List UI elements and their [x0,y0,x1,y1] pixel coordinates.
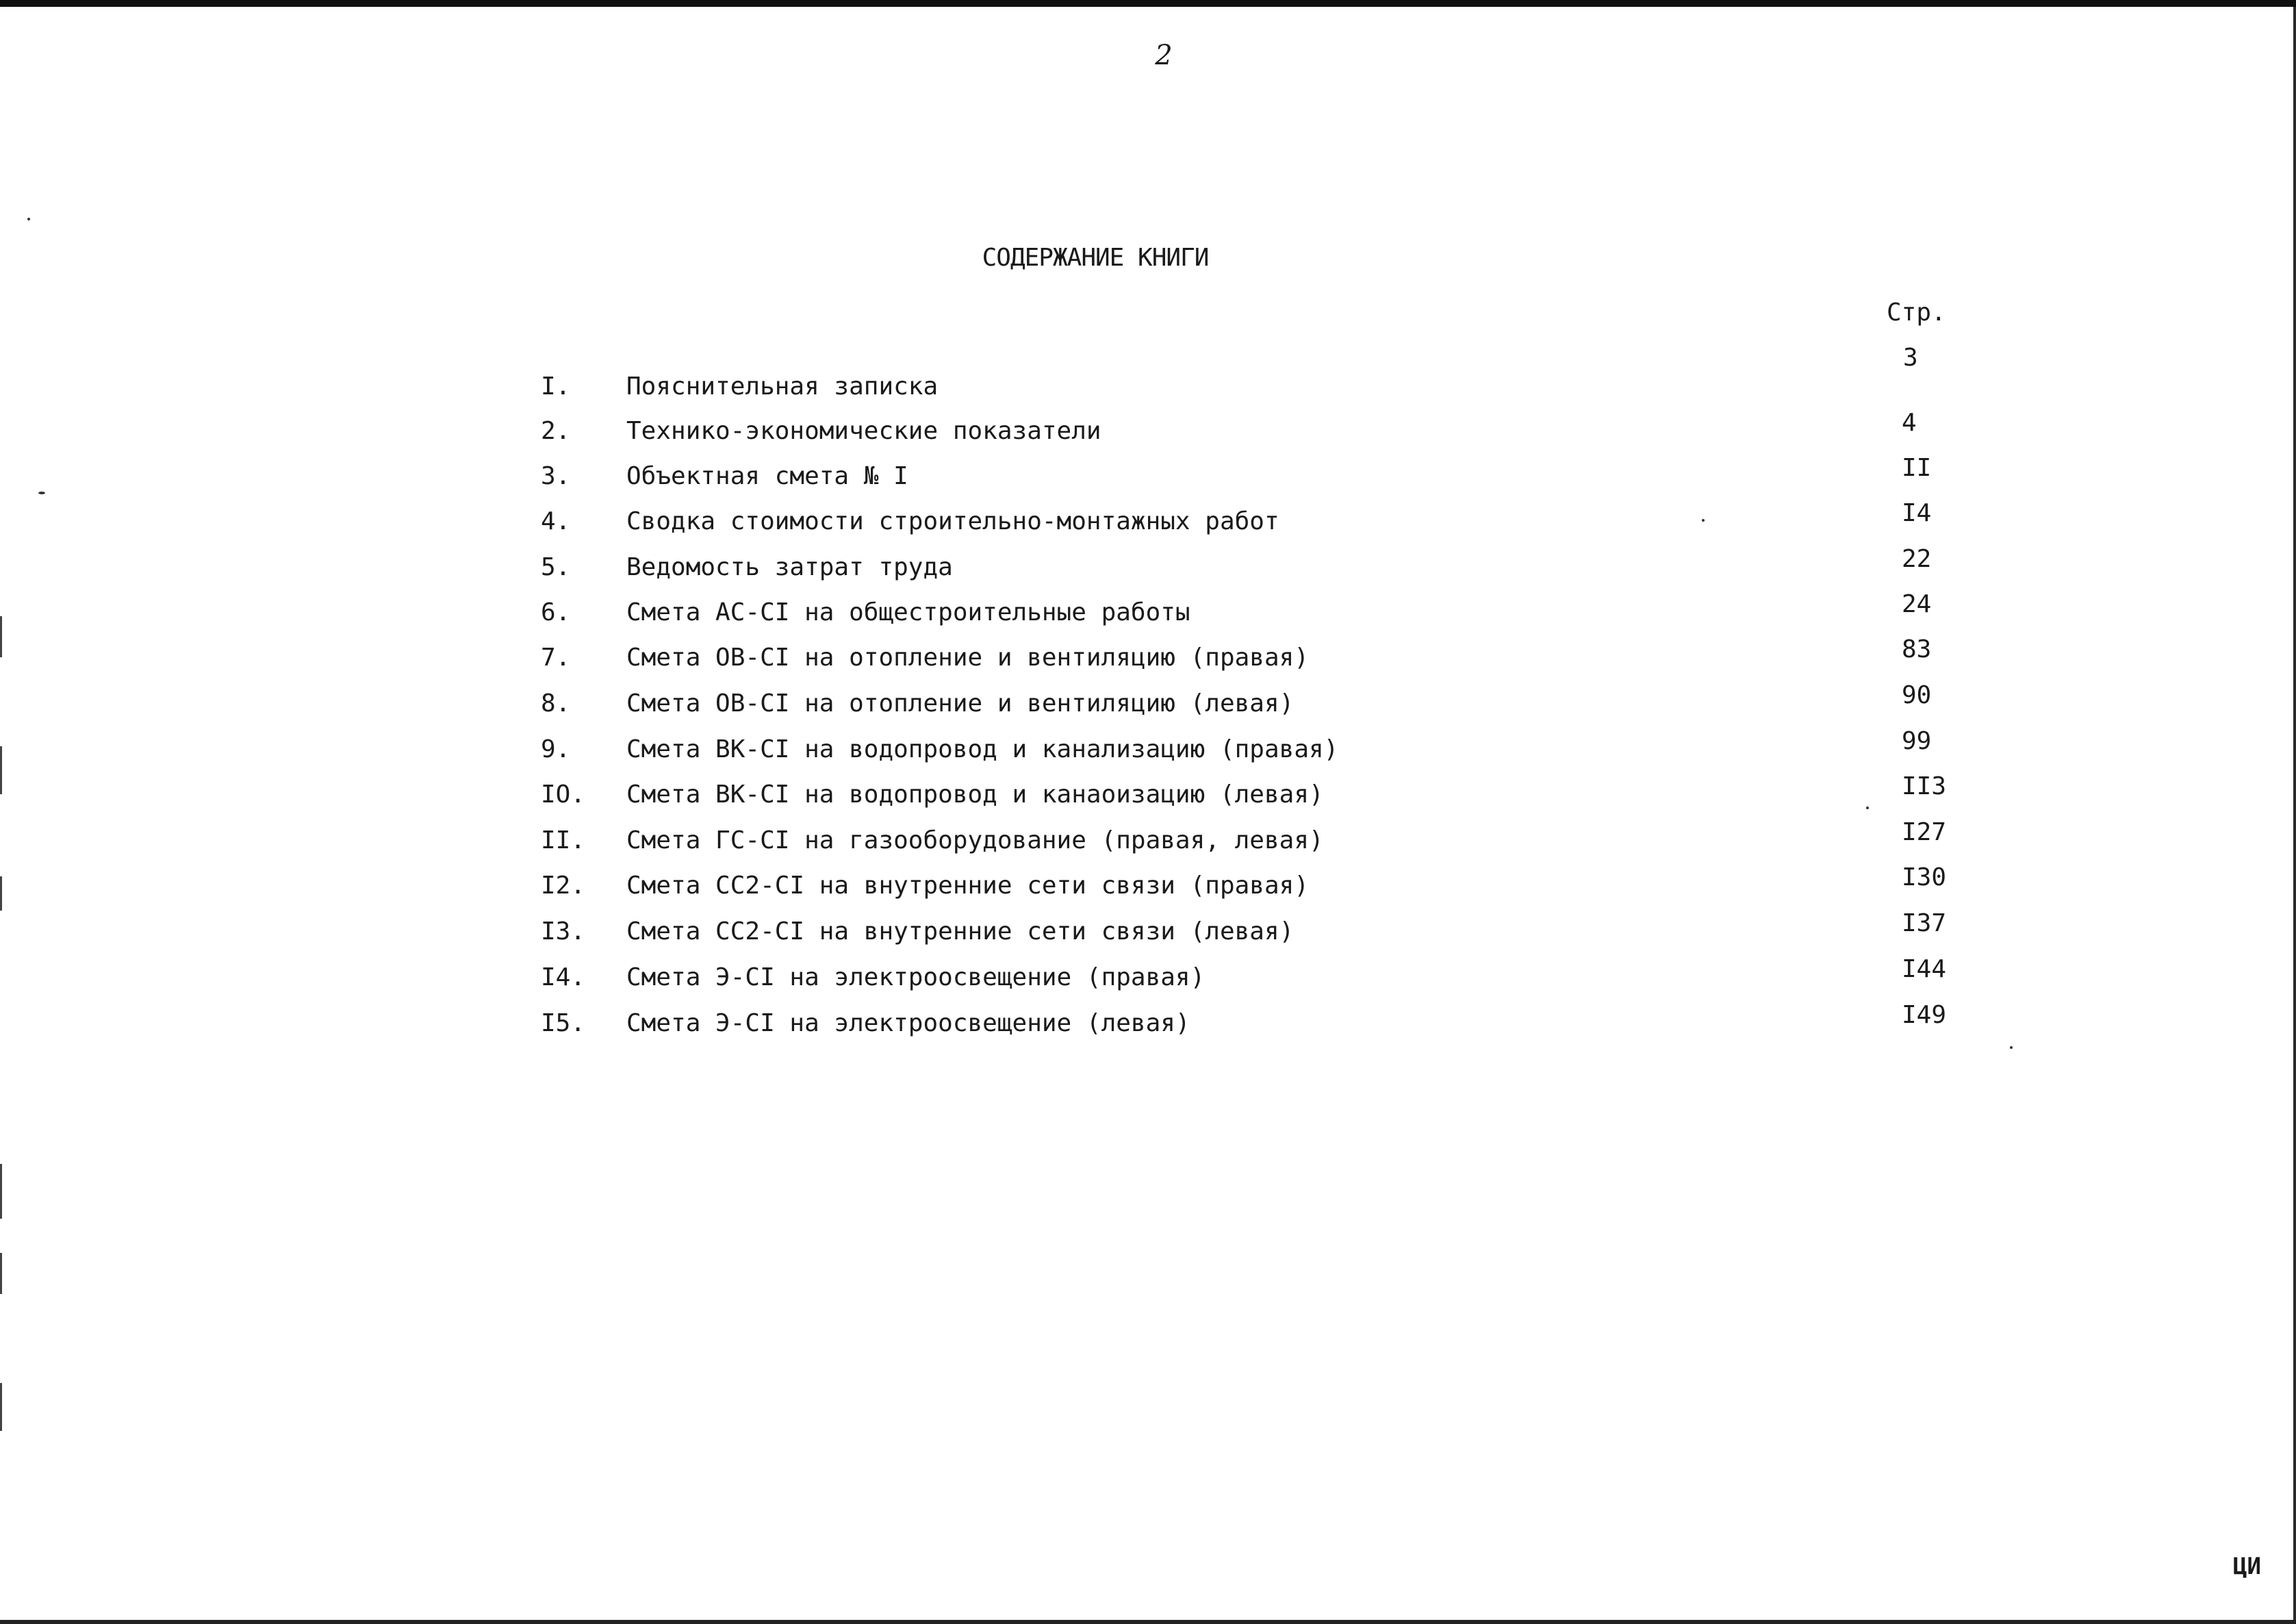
toc-entry [0,863,2296,906]
toc-entry-title: Пояснительная записка [626,372,939,401]
first-entry-page-number: 3 [1903,344,1918,372]
toc-entry-page: I30 [1902,863,1947,891]
toc-entry-number: I. [541,372,571,401]
toc-entry [0,635,2296,678]
toc-entry-title: Технико-экономические показатели [626,417,1101,445]
toc-entry-page: 83 [1902,635,1932,663]
toc-entry-title: Смета СС2-СI на внутренние сети связи (правая) [626,872,1309,900]
toc-entry-page: 99 [1902,727,1932,755]
toc-entry [0,955,2296,998]
toc-entry-number: 4. [541,507,571,535]
toc-entry-title: Объектная смета № I [626,462,908,490]
toc-entry-title: Смета СС2-СI на внутренние сети связи (левая) [626,917,1294,946]
toc-entry-title: Сводка стоимости строительно-монтажных работ [626,507,1279,535]
toc-entry-number: I2. [541,872,586,900]
toc-entry-number: 8. [541,689,571,718]
toc-entry-number: 7. [541,644,571,672]
toc-entry-page: 24 [1902,590,1932,618]
page-number: 2 [1155,40,1173,71]
toc-entry [0,372,2296,407]
toc-entry-title: Смета Э-СI на электроосвещение (правая) [626,963,1206,991]
toc-entry-number: I4. [541,963,586,991]
toc-entry [0,772,2296,815]
scan-edge-mark [0,1383,2,1431]
scan-speck [2010,1046,2013,1049]
scan-speck [27,218,30,220]
toc-entry-page: I37 [1902,909,1947,937]
toc-entry-number: I3. [541,917,586,946]
toc-entry [0,681,2296,724]
scan-edge-mark [0,1164,2,1219]
document-title: СОДЕРЖАНИЕ КНИГИ [982,244,1209,272]
toc-entry-number: 6. [541,598,571,626]
toc-entry-page: II [1902,454,1932,482]
toc-entry-number: 2. [541,417,571,445]
toc-entry-title: Смета ОВ-СI на отопление и вентиляцию (левая) [626,689,1294,718]
toc-entry-number: 3. [541,462,571,490]
toc-entry-page: 90 [1902,681,1932,709]
toc-entry-number: I5. [541,1009,586,1037]
toc-entry-title: Ведомость затрат труда [626,553,953,581]
toc-entry-page: 4 [1902,409,1917,437]
toc-entry-number: IO. [541,781,586,809]
toc-entry-page: I49 [1902,1001,1947,1029]
toc-entry-number: 9. [541,735,571,763]
toc-entry-title: Смета ОВ-СI на отопление и вентиляцию (правая) [626,644,1309,672]
toc-entry-page: II3 [1902,772,1947,800]
toc-entry-number: 5. [541,553,571,581]
toc-entry [0,499,2296,542]
toc-entry-title: Смета Э-СI на электроосвещение (левая) [626,1009,1190,1037]
toc-entry [0,818,2296,861]
toc-entry-title: Смета ВК-СI на водопровод и канаоизацию (левая) [626,781,1324,809]
toc-entry [0,454,2296,496]
toc-entry-title: Смета ГС-СI на газооборудование (правая, левая) [626,826,1324,854]
toc-entry [0,909,2296,952]
toc-entry [0,590,2296,633]
top-scan-border [0,0,2296,7]
corner-mark: ЦИ [2233,1553,2261,1580]
page-column-header: Стр. [1887,299,1946,327]
toc-entry-page: I27 [1902,818,1947,846]
toc-entry [0,727,2296,770]
toc-entry-page: I44 [1902,955,1947,983]
toc-entry [0,545,2296,587]
toc-entry [0,409,2296,451]
scan-edge-mark [0,1253,2,1294]
bottom-scan-border [0,1620,2296,1624]
toc-entry-title: Смета ВК-СI на водопровод и канализацию (правая) [626,735,1339,763]
toc-entry-page: I4 [1902,499,1932,527]
toc-entry-number: II. [541,826,586,854]
toc-entry-title: Смета АС-СI на общестроительные работы [626,598,1190,626]
toc-entry [0,1001,2296,1043]
toc-entry-page: 22 [1902,545,1932,573]
